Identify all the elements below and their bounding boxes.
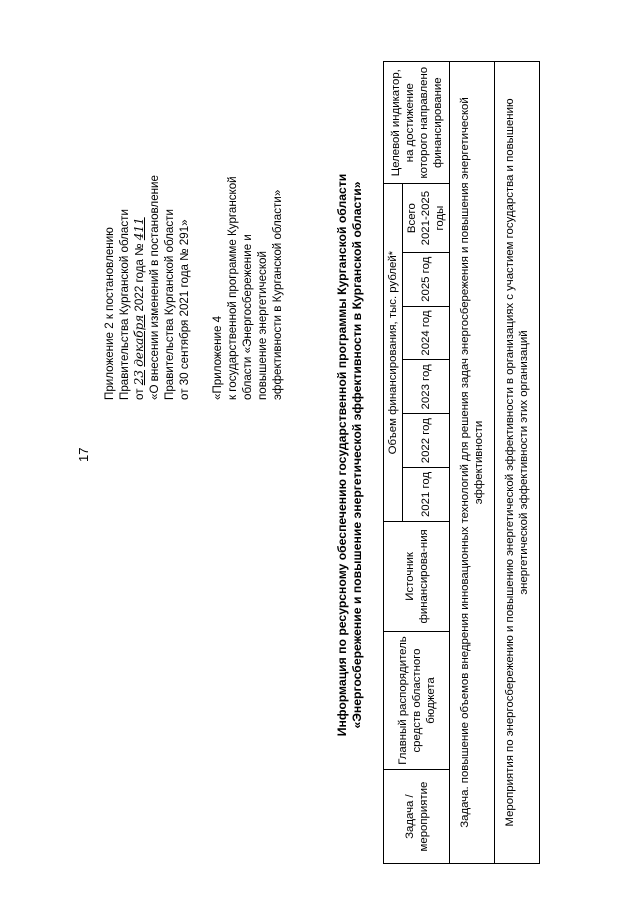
approval-line-2: Правительства Курганской области (118, 209, 131, 400)
header-year-2023: 2023 год (403, 360, 450, 414)
approval-number: 411 (132, 217, 146, 241)
financing-table (383, 61, 540, 864)
event-row: Мероприятия по энергосбережению и повышению энергетической эффективности в организациях с участием государства и повышению энергетической эффективности этих организаций (495, 62, 540, 864)
approval-block (102, 40, 192, 400)
page-number: 17 (76, 447, 91, 462)
appendix-4-block (210, 140, 285, 400)
approval-line-3 (132, 40, 147, 400)
approval-line-1: Приложение 2 к постановлению (103, 227, 116, 400)
approval-year: 2022 года № (133, 243, 146, 312)
header-year-2025: 2025 год (403, 252, 450, 306)
appendix-line-4: повышение энергетической (256, 251, 269, 400)
header-source: Источник финансирова-ния (384, 521, 450, 631)
approval-line-6: от 30 сентября 2021 года № 291» (178, 219, 191, 400)
task-row: Задача. повышение объемов внедрения инновационных технологий для решения задач энергосбережения и повышения энергетической эффективности (450, 62, 495, 864)
header-main-manager: Главный распорядитель средств областного бюджета (384, 631, 450, 769)
header-year-2022: 2022 год (403, 414, 450, 468)
header-year-2021: 2021 год (403, 468, 450, 522)
approval-month: декабря (132, 314, 146, 367)
title-line-2: «Энергосбережение и повышение энергетической эффективности в Курганской области» (350, 181, 364, 729)
approval-from: от (133, 388, 146, 400)
appendix-line-3: области «Энергосбережение и (241, 234, 254, 400)
approval-day: 23 (132, 369, 146, 386)
header-volume: Объем финансирования, тыс. рублей* (384, 184, 403, 521)
document-title (335, 85, 365, 825)
header-task: Задача / мероприятие (384, 770, 450, 864)
appendix-line-2: к государственной программе Курганской (226, 176, 239, 400)
appendix-line-5: эффективности в Курганской области» (271, 189, 284, 400)
approval-line-4: «О внесении изменений в постановление (148, 175, 161, 400)
header-year-2024: 2024 год (403, 306, 450, 360)
title-line-1: Информация по ресурсному обеспечению государственной программы Курганской области (335, 173, 349, 737)
appendix-line-1: «Приложение 4 (211, 315, 224, 400)
header-total: Всего 2021-2025 годы (403, 184, 450, 252)
approval-line-5: Правительства Курганской области (163, 209, 176, 400)
header-indicator: Целевой индикатор, на достижение которого направлено финансирование (384, 62, 450, 184)
